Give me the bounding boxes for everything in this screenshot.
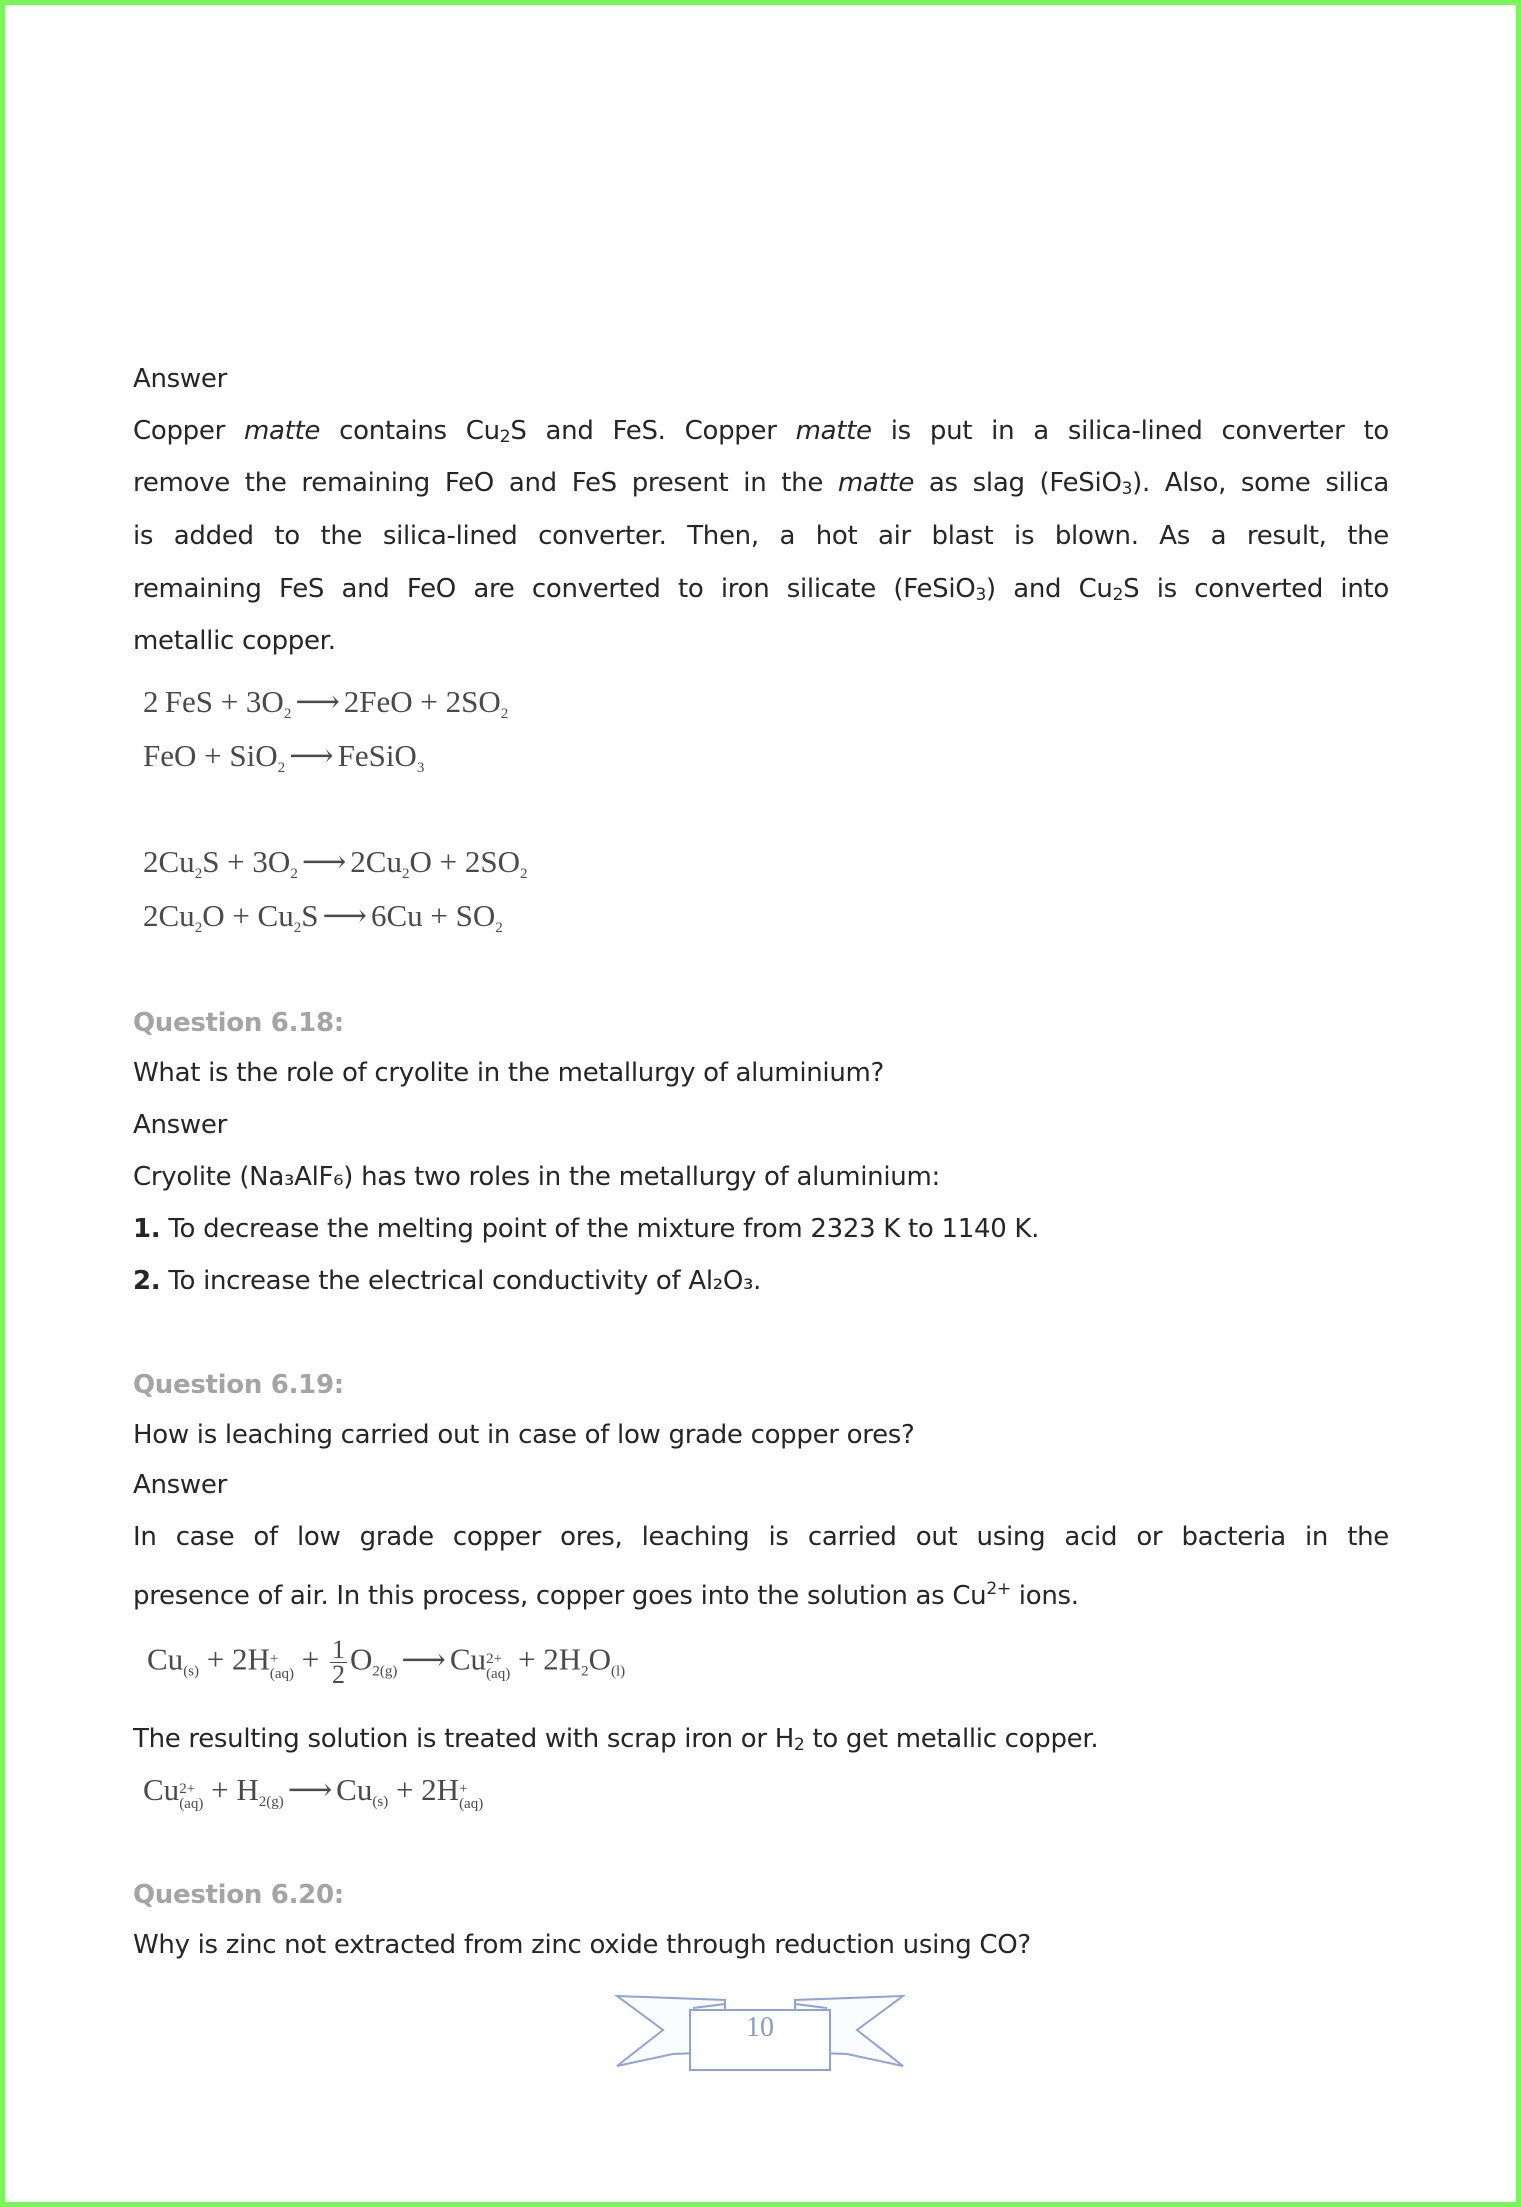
list-item xyxy=(133,1214,1039,1244)
list-text: To decrease the melting point of the mixture from 2323 K to 1140 K. xyxy=(160,1214,1040,1244)
paragraph-line: remove the remaining FeO and FeS present in the matte as slag (FeSiO$_3$). Also, some silica xyxy=(133,468,1389,499)
page-number-banner xyxy=(615,1990,905,2080)
equation-reduction: Cu2+ $(aq) + H_{2(g)}$ ⟶ $Cu_{(s)} + 2H+$ (aq) xyxy=(143,1772,484,1812)
text-run: The resulting solution is treated with scrap iron or H xyxy=(133,1724,794,1754)
italic-term: matte xyxy=(795,416,872,446)
paragraph-line: metallic copper. xyxy=(133,626,336,656)
page-number: 10 xyxy=(746,2012,774,2043)
equation: $2Cu_2S + 3O_2$ ⟶ $2Cu_2O + 2SO_2$ xyxy=(143,844,528,882)
list-item xyxy=(133,1266,761,1296)
text-run: presence of air. In this process, copper goes into the solution as Cu xyxy=(133,1581,987,1611)
subscript: 2 xyxy=(1112,585,1124,605)
equation: FeO + SiO$_2$ ⟶ FeSiO$_3$ xyxy=(143,738,425,776)
list-number: 2. xyxy=(133,1266,161,1296)
paragraph-line: is added to the silica-lined converter. Then, a hot air blast is blown. As a result, the xyxy=(133,521,1389,551)
equation: $2Cu_2O + Cu_2S$ ⟶ $6Cu + SO_2$ xyxy=(143,898,503,936)
question-text: Why is zinc not extracted from zinc oxide through reduction using CO? xyxy=(133,1930,1031,1960)
text-run: to get metallic copper. xyxy=(804,1724,1099,1754)
text-run: ions. xyxy=(1010,1581,1079,1611)
italic-term: matte xyxy=(837,468,915,498)
equation: 2 FeS + $3O_2$ ⟶ $2FeO + 2SO_2$ xyxy=(143,684,509,722)
subscript: 3 xyxy=(1121,479,1133,499)
paragraph-line: Copper matte contains $Cu_2S$ and FeS. Copper matte is put in a silica-lined converter to xyxy=(133,416,1389,447)
equation-leaching: $Cu_{(s)} + 2H+$ (aq) + $\frac{1}{2}$ $O_{2(g)}$ ⟶ Cu2+ $(aq) + 2H_2O_{(l)}$ xyxy=(147,1635,626,1689)
italic-term: matte xyxy=(243,416,321,446)
question-heading-6-18: Question 6.18: xyxy=(133,1008,344,1038)
answer-label: Answer xyxy=(133,1470,227,1500)
answer-label: Answer xyxy=(133,1110,227,1140)
answer-text xyxy=(133,1724,1098,1760)
answer-text: In case of low grade copper ores, leaching is carried out using acid or bacteria in the xyxy=(133,1522,1389,1552)
question-heading-6-20: Question 6.20: xyxy=(133,1880,344,1910)
answer-intro: Cryolite (Na₃AlF₆) has two roles in the metallurgy of aluminium: xyxy=(133,1162,940,1192)
answer-text xyxy=(133,1574,1079,1611)
paragraph-line: remaining FeS and FeO are converted to iron silicate (FeSiO$_3$) and $Cu_2S$ is converted into xyxy=(133,574,1390,605)
question-text: How is leaching carried out in case of low grade copper ores? xyxy=(133,1420,915,1450)
list-number: 1. xyxy=(133,1214,161,1244)
subscript: 2 xyxy=(793,1735,805,1755)
subscript: 2 xyxy=(499,427,511,447)
superscript: 2+ xyxy=(986,1579,1011,1599)
answer-label: Answer xyxy=(133,364,227,394)
list-text: To increase the electrical conductivity of Al₂O₃. xyxy=(160,1266,762,1296)
question-heading-6-19: Question 6.19: xyxy=(133,1370,344,1400)
subscript: 3 xyxy=(975,585,986,605)
question-text: What is the role of cryolite in the metallurgy of aluminium? xyxy=(133,1058,885,1088)
